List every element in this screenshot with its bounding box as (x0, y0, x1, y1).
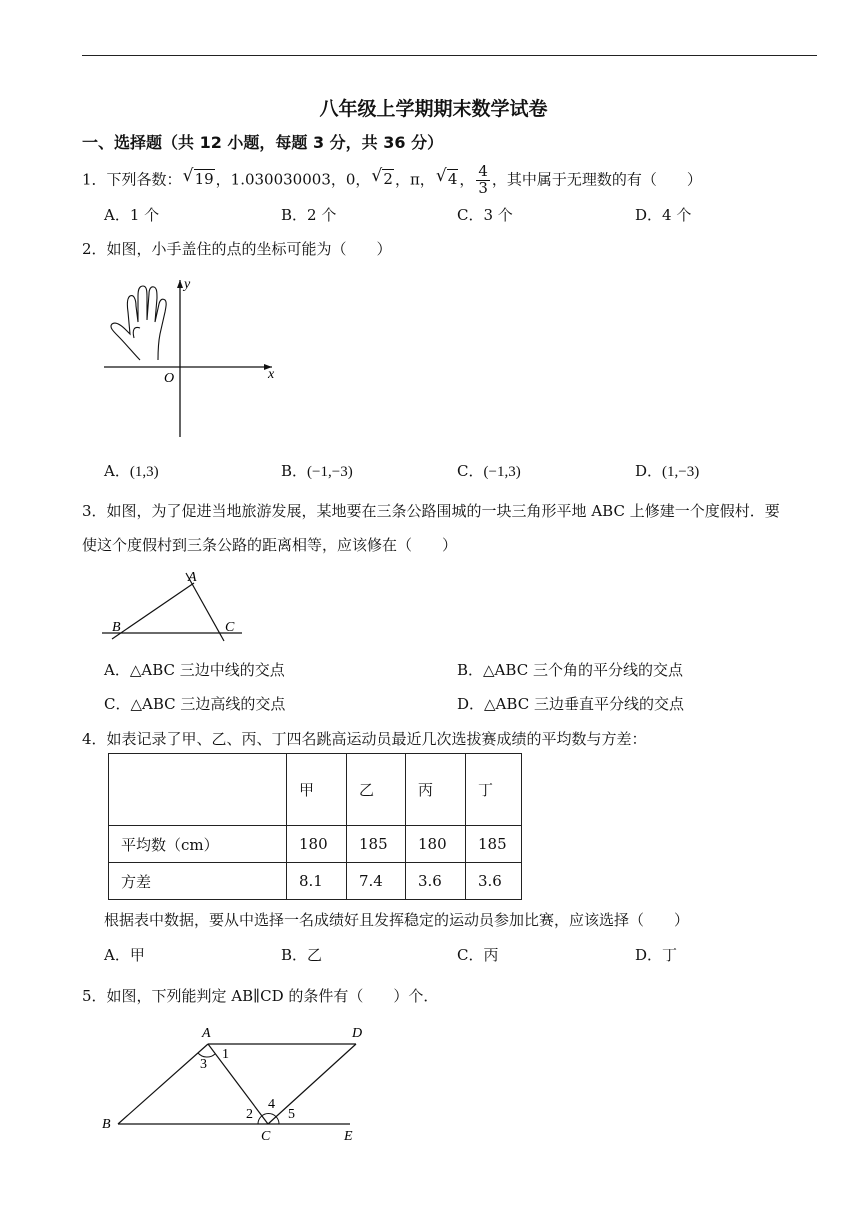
q3-option-b[interactable]: B．△ABC 三个角的平分线的交点 (457, 661, 683, 679)
table-row (109, 826, 522, 863)
table-row (109, 863, 522, 900)
axis-y-label: y (184, 277, 191, 292)
table-cell: 3.6 (466, 863, 522, 900)
q1-option-b[interactable]: B．2 个 (281, 206, 337, 224)
hand-icon (111, 286, 166, 360)
angle-5-label: 5 (288, 1107, 295, 1122)
question-text: ， (459, 170, 475, 189)
origin-label: O (164, 371, 175, 386)
q1-option-a[interactable]: A．1 个 (104, 206, 160, 224)
question-4 (82, 728, 647, 749)
question-number: 5． (82, 987, 107, 1005)
q3-option-c[interactable]: C．△ABC 三边高线的交点 (104, 695, 286, 713)
sqrt-19: √ 19 (182, 166, 214, 189)
q3-option-a[interactable]: A．△ABC 三边中线的交点 (104, 661, 285, 679)
question-text: 如图，为了促进当地旅游发展，某地要在三条公路围城的一块三角形平地 ABC 上修建一个度假村．要 (106, 502, 780, 520)
table-cell: 8.1 (287, 863, 347, 900)
q4-option-d[interactable]: D．丁 (635, 946, 678, 964)
point-e-label: E (344, 1129, 353, 1144)
fraction-4-3: $\frac{4}{3}$ (478, 162, 488, 197)
table-header-cell: 甲 (287, 754, 347, 826)
question-number: 3． (82, 502, 107, 520)
table-cell: 3.6 (406, 863, 466, 900)
table-header-cell (109, 754, 287, 826)
angle-2-label: 2 (246, 1107, 253, 1122)
vertex-a-label: A (188, 570, 197, 585)
angle-3-label: 3 (200, 1057, 207, 1072)
table-header-cell: 丁 (466, 754, 522, 826)
table-cell: 180 (406, 826, 466, 863)
parallel-lines-figure (98, 1018, 378, 1148)
question-text: ，π， (394, 170, 435, 189)
question-text: ，1.030030003，0， (215, 170, 371, 189)
page-title: 八年级上学期期末数学试卷 (319, 98, 548, 120)
stats-table (108, 753, 522, 900)
table-cell: 7.4 (347, 863, 406, 900)
sqrt-4: √ 4 (435, 166, 458, 189)
point-d-label: D (352, 1026, 363, 1041)
q1-option-d[interactable]: D．4 个 (635, 206, 692, 224)
point-c-label: C (261, 1129, 271, 1144)
angle-4-label: 4 (268, 1097, 275, 1112)
coordinate-figure (96, 272, 286, 442)
question-text: 下列各数： (106, 170, 182, 189)
question-number: 1． (82, 170, 107, 189)
table-cell: 180 (287, 826, 347, 863)
q2-option-c[interactable]: C．(−1,3) (457, 462, 521, 480)
q2-option-b[interactable]: B．(−1,−3) (281, 462, 353, 480)
question-text: 如图，小手盖住的点的坐标可能为（ ） (106, 240, 392, 258)
section-heading: 一、选择题（共 12 小题，每题 3 分，共 36 分） (82, 133, 444, 152)
vertex-c-label: C (225, 620, 235, 635)
question-number: 4． (82, 730, 107, 748)
sqrt-2: √ 2 (371, 166, 393, 189)
question-4-followup: 根据表中数据，要从中选择一名成绩好且发挥稳定的运动员参加比赛，应该选择（ ） (104, 911, 690, 929)
angle-1-label: 1 (222, 1047, 229, 1062)
q4-option-c[interactable]: C．丙 (457, 946, 499, 964)
table-cell: 方差 (109, 863, 287, 900)
header-rule (82, 55, 817, 56)
question-text: 如图，下列能判定 AB∥CD 的条件有（ ）个． (106, 987, 439, 1005)
question-text: ，其中属于无理数的有（ ） (491, 170, 702, 189)
axis-x-label: x (268, 367, 275, 382)
question-1 (82, 164, 702, 197)
q4-option-b[interactable]: B．乙 (281, 946, 323, 964)
q2-option-a[interactable]: A．(1,3) (104, 462, 159, 480)
point-b-label: B (102, 1117, 111, 1132)
table-header-cell: 乙 (347, 754, 406, 826)
question-number: 2． (82, 240, 107, 258)
question-2 (82, 238, 392, 259)
question-3-line-2: 使这个度假村到三条公路的距离相等，应该修在（ ） (82, 536, 458, 554)
table-header-row (109, 754, 522, 826)
question-3-line-1 (82, 500, 780, 521)
table-header-cell: 丙 (406, 754, 466, 826)
point-a-label: A (202, 1026, 211, 1041)
vertex-b-label: B (112, 620, 121, 635)
table-cell: 185 (347, 826, 406, 863)
q1-option-c[interactable]: C．3 个 (457, 206, 513, 224)
question-5 (82, 985, 438, 1006)
q3-option-d[interactable]: D．△ABC 三边垂直平分线的交点 (457, 695, 684, 713)
triangle-figure (98, 565, 248, 643)
table-cell: 平均数（cm） (109, 826, 287, 863)
table-cell: 185 (466, 826, 522, 863)
question-text: 如表记录了甲、乙、丙、丁四名跳高运动员最近几次选拔赛成绩的平均数与方差： (106, 730, 647, 748)
q4-option-a[interactable]: A．甲 (104, 946, 145, 964)
q2-option-d[interactable]: D．(1,−3) (635, 462, 700, 480)
